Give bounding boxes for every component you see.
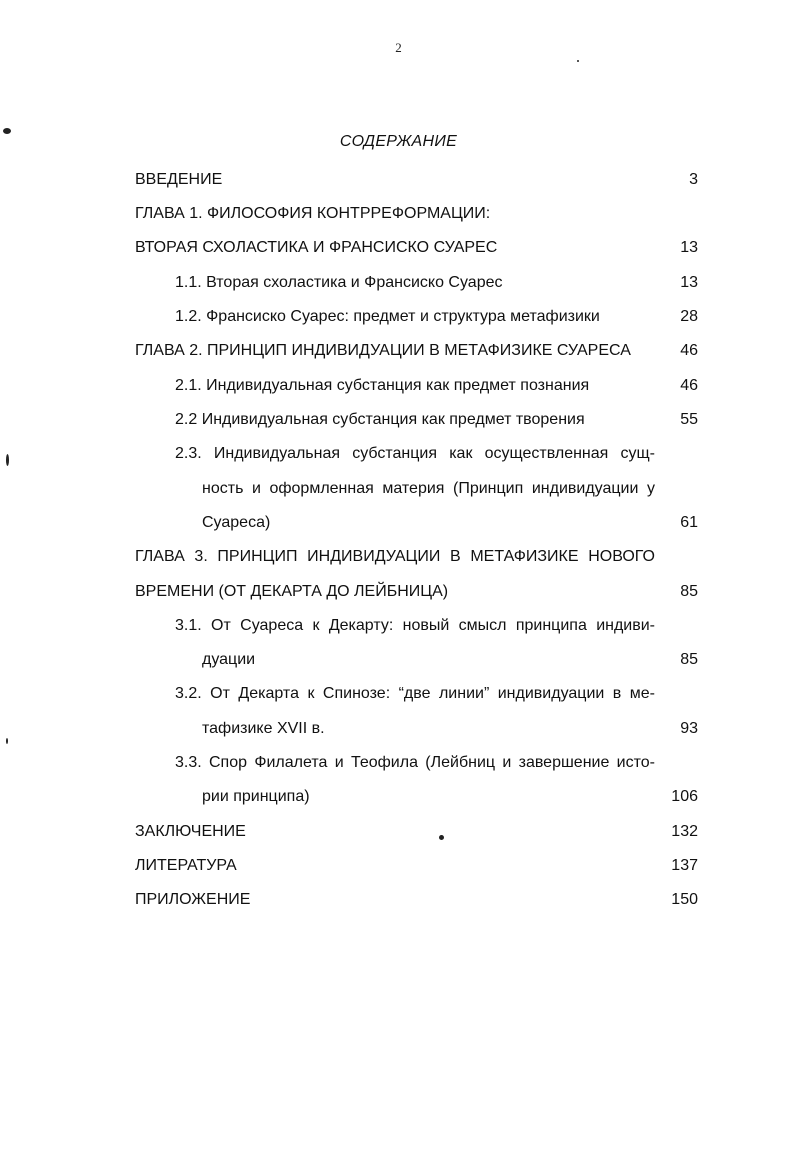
scan-speck: [3, 128, 11, 134]
toc-entry-section-3-2-line1: 3.2. От Декарта к Спинозе: “две линии” индивидуации в ме-: [175, 685, 655, 702]
toc-entry-chapter3-line1: ГЛАВА 3. ПРИНЦИП ИНДИВИДУАЦИИ В МЕТАФИЗИКЕ НОВОГО: [135, 548, 655, 565]
toc-entry-section-2-2: 2.2 Индивидуальная субстанция как предмет творения: [175, 411, 585, 428]
toc-page-number: 46: [680, 342, 698, 359]
toc-entry-section-2-3-line2: ность и оформленная материя (Принцип индивидуации у: [202, 480, 655, 497]
toc-entry-chapter3-line2: ВРЕМЕНИ (ОТ ДЕКАРТА ДО ЛЕЙБНИЦА): [135, 583, 449, 600]
toc-page-number: 61: [680, 514, 698, 531]
toc-page-number: 106: [671, 788, 698, 805]
toc-page-number: 132: [671, 823, 698, 840]
scan-speck: [577, 60, 579, 62]
page-number: 2: [395, 40, 402, 55]
toc-entry-section-2-3-line1: 2.3. Индивидуальная субстанция как осуществленная сущ-: [175, 445, 655, 462]
toc-entry-chapter2: ГЛАВА 2. ПРИНЦИП ИНДИВИДУАЦИИ В МЕТАФИЗИКЕ СУАРЕСА: [135, 342, 631, 359]
toc-entry-chapter1-line1: ГЛАВА 1. ФИЛОСОФИЯ КОНТРРЕФОРМАЦИИ:: [135, 205, 491, 222]
toc-entry-section-3-2-line2: тафизике XVII в.: [202, 720, 325, 737]
toc-page-number: 150: [671, 891, 698, 908]
toc-entry-appendix: ПРИЛОЖЕНИЕ: [135, 891, 251, 908]
toc-entry-section-2-1: 2.1. Индивидуальная субстанция как предмет познания: [175, 377, 590, 394]
toc-page-number: 137: [671, 857, 698, 874]
toc-entry-section-3-3-line1: 3.3. Спор Филалета и Теофила (Лейбниц и завершение исто-: [175, 754, 655, 771]
scan-speck: [6, 454, 9, 466]
toc-page-number: 85: [680, 651, 698, 668]
toc-entry-section-2-3-line3: Суареса): [202, 514, 271, 531]
toc-page-number: 93: [680, 720, 698, 737]
toc-entry-chapter1-line2: ВТОРАЯ СХОЛАСТИКА И ФРАНСИСКО СУАРЕС: [135, 239, 498, 256]
scan-speck: [6, 738, 8, 744]
toc-page-number: 46: [680, 377, 698, 394]
toc-entry-literature: ЛИТЕРАТУРА: [135, 857, 237, 874]
toc-title: СОДЕРЖАНИЕ: [339, 133, 458, 150]
toc-entry-section-3-3-line2: рии принципа): [202, 788, 310, 805]
toc-entry-introduction: ВВЕДЕНИЕ: [135, 171, 223, 188]
toc-page-number: 13: [680, 274, 698, 291]
toc-page-number: 13: [680, 239, 698, 256]
toc-entry-section-1-2: 1.2. Франсиско Суарес: предмет и структура метафизики: [175, 308, 600, 325]
toc-entry-conclusion: ЗАКЛЮЧЕНИЕ: [135, 823, 246, 840]
toc-page-number: 28: [680, 308, 698, 325]
toc-page-number: 3: [689, 171, 698, 188]
toc-entry-section-1-1: 1.1. Вторая схоластика и Франсиско Суарес: [175, 274, 503, 291]
toc-page-number: 85: [680, 583, 698, 600]
toc-page-number: 55: [680, 411, 698, 428]
scan-speck: [439, 835, 444, 840]
toc-entry-section-3-1-line2: дуации: [202, 651, 256, 668]
toc-entry-section-3-1-line1: 3.1. От Суареса к Декарту: новый смысл принципа индиви-: [175, 617, 655, 634]
